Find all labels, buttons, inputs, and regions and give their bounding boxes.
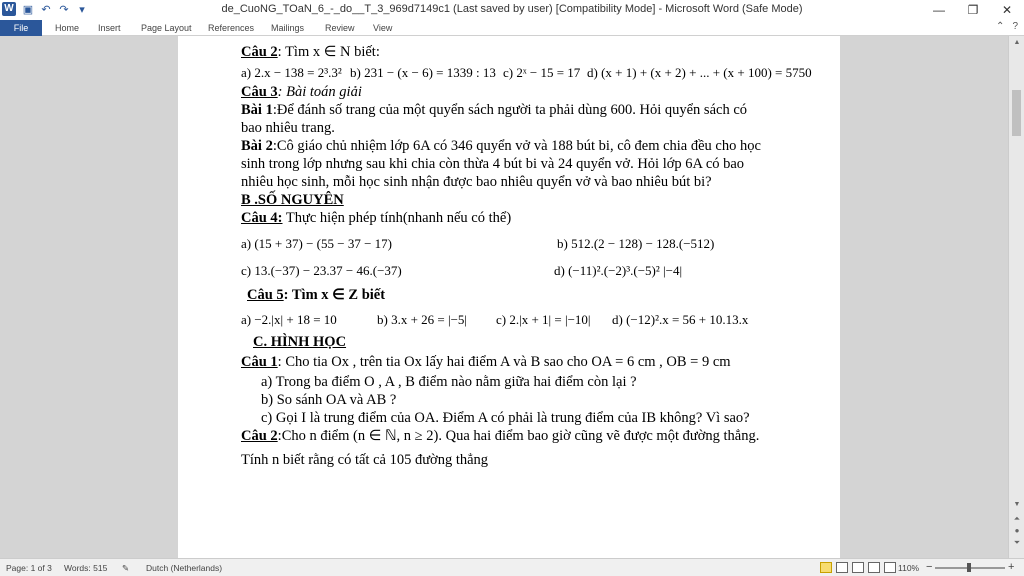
close-button[interactable]: ✕ — [1001, 3, 1013, 17]
next-page-icon[interactable]: ⏷ — [1013, 538, 1021, 547]
bai1-line1: Bài 1:Để đánh số trang của một quyển sách người ta phải dùng 600. Hỏi quyển sách có — [241, 102, 748, 118]
cau4-eq-d: d) (−11)².(−2)³.(−5)² |−4| — [554, 263, 683, 278]
cau2-eq-d: d) (x + 1) + (x + 2) + ... + (x + 100) = 5750 — [587, 65, 812, 80]
customize-toolbar-icon[interactable]: ▾ — [79, 3, 85, 16]
title-bar — [0, 0, 1024, 20]
zoom-in-icon[interactable]: + — [1008, 561, 1015, 573]
tab-page-layout[interactable]: Page Layout — [141, 23, 192, 33]
scroll-up-icon[interactable]: ▲ — [1013, 39, 1021, 46]
tab-review[interactable]: Review — [325, 23, 355, 33]
maximize-button[interactable]: ❐ — [967, 3, 979, 17]
browse-object-icon[interactable]: ● — [1014, 526, 1020, 535]
hh2-line2: Tính n biết rằng có tất cả 105 đường thẳng — [241, 452, 489, 468]
tab-references[interactable]: References — [208, 23, 255, 33]
undo-icon[interactable]: ↶ — [41, 3, 51, 16]
cau5-eq-d: d) (−12)².x = 56 + 10.13.x — [612, 312, 749, 327]
cau5-eq-b: b) 3.x + 26 = |−5| — [377, 312, 468, 327]
tab-mailings[interactable]: Mailings — [271, 23, 305, 33]
zoom-level[interactable]: 110% — [898, 563, 920, 573]
cau2-eq-b: b) 231 − (x − 6) = 1339 : 13 — [350, 65, 496, 80]
hh1-item-c: c) Gọi I là trung điểm của OA. Điểm A có phải là trung điểm của IB không? Vì sao? — [261, 410, 750, 426]
scroll-thumb[interactable] — [1012, 90, 1021, 136]
bai2-line1: Bài 2:Cô giáo chủ nhiệm lớp 6A có 346 quyển vở và 188 bút bi, cô đem chia đều cho học — [241, 138, 761, 154]
ribbon-tabs — [0, 20, 1024, 36]
tab-view[interactable]: View — [373, 23, 393, 33]
collapse-ribbon-icon[interactable]: ⌃ — [996, 21, 1005, 32]
print-layout-view-icon[interactable] — [820, 562, 832, 573]
tab-home[interactable]: Home — [55, 23, 80, 33]
vertical-scrollbar[interactable] — [1008, 36, 1024, 558]
proofing-icon[interactable]: ✎ — [122, 563, 130, 573]
bai1-line2: bao nhiêu trang. — [241, 120, 335, 136]
cau4-eq-c: c) 13.(−37) − 23.37 − 46.(−37) — [241, 263, 402, 278]
cau2-heading: Câu 2: Tìm x ∈ N biết: — [241, 44, 380, 60]
scroll-down-icon[interactable]: ▼ — [1013, 501, 1021, 508]
full-screen-view-icon[interactable] — [836, 562, 848, 573]
page-count[interactable]: Page: 1 of 3 — [6, 563, 52, 573]
help-icon[interactable]: ? — [1012, 21, 1018, 32]
bai2-line3: nhiêu học sinh, mỗi học sinh nhận được bao nhiêu quyển vở và bao nhiêu bút bi? — [241, 174, 712, 190]
prev-page-icon[interactable]: ⏶ — [1013, 514, 1021, 523]
cau3-heading: Câu 3: Bài toán giải — [241, 84, 362, 100]
cau5-eq-a: a) −2.|x| + 18 = 10 — [241, 312, 337, 327]
language[interactable]: Dutch (Netherlands) — [146, 563, 223, 573]
hh2-heading: Câu 2:Cho n điểm (n ∈ ℕ, n ≥ 2). Qua hai điểm bao giờ cũng vẽ được một đường thẳng. — [241, 428, 760, 444]
tab-file[interactable]: File — [0, 20, 42, 36]
cau5-heading: Câu 5: Tìm x ∈ Z biết — [247, 287, 386, 303]
status-bar — [0, 558, 1024, 576]
cau2-eq-a: a) 2.x − 138 = 2³.3² — [241, 65, 342, 80]
zoom-slider-knob[interactable] — [967, 563, 971, 572]
section-b-heading: B .SỐ NGUYÊN — [241, 192, 344, 208]
cau4-eq-a: a) (15 + 37) − (55 − 37 − 17) — [241, 236, 392, 251]
outline-view-icon[interactable] — [868, 562, 880, 573]
word-count[interactable]: Words: 515 — [64, 563, 108, 573]
web-layout-view-icon[interactable] — [852, 562, 864, 573]
cau5-eq-c: c) 2.|x + 1| = |−10| — [496, 312, 591, 327]
minimize-button[interactable]: — — [933, 3, 945, 17]
bai2-line2: sinh trong lớp nhưng sau khi chia còn thừa 4 bút bi và 24 quyển vở. Hỏi lớp 6A có bao — [241, 156, 745, 172]
cau4-eq-b: b) 512.(2 − 128) − 128.(−512) — [557, 236, 715, 251]
hh1-item-a: a) Trong ba điểm O , A , B điểm nào nằm giữa hai điểm còn lại ? — [261, 374, 637, 390]
window-title: de_CuoNG_TOaN_6_-_do__T_3_969d7149c1 (Last saved by user) [Compatibility Mode] - Microsoft Word (Safe Mode) — [221, 3, 803, 15]
draft-view-icon[interactable] — [884, 562, 896, 573]
word-logo-icon[interactable]: W — [2, 2, 16, 16]
hh1-item-b: b) So sánh OA và AB ? — [261, 392, 397, 408]
cau4-heading: Câu 4: Thực hiện phép tính(nhanh nếu có thể) — [241, 210, 512, 226]
section-c-heading: C. HÌNH HỌC — [253, 334, 347, 350]
zoom-out-icon[interactable]: − — [926, 561, 933, 573]
save-icon[interactable]: ▣ — [22, 3, 34, 16]
cau2-eq-c: c) 2ˣ − 15 = 17 — [503, 65, 581, 80]
tab-insert[interactable]: Insert — [98, 23, 121, 33]
hh1-heading: Câu 1: Cho tia Ox , trên tia Ox lấy hai điểm A và B sao cho OA = 6 cm , OB = 9 cm — [241, 354, 731, 370]
quick-access-toolbar — [2, 2, 88, 16]
redo-icon[interactable]: ↷ — [59, 3, 69, 16]
